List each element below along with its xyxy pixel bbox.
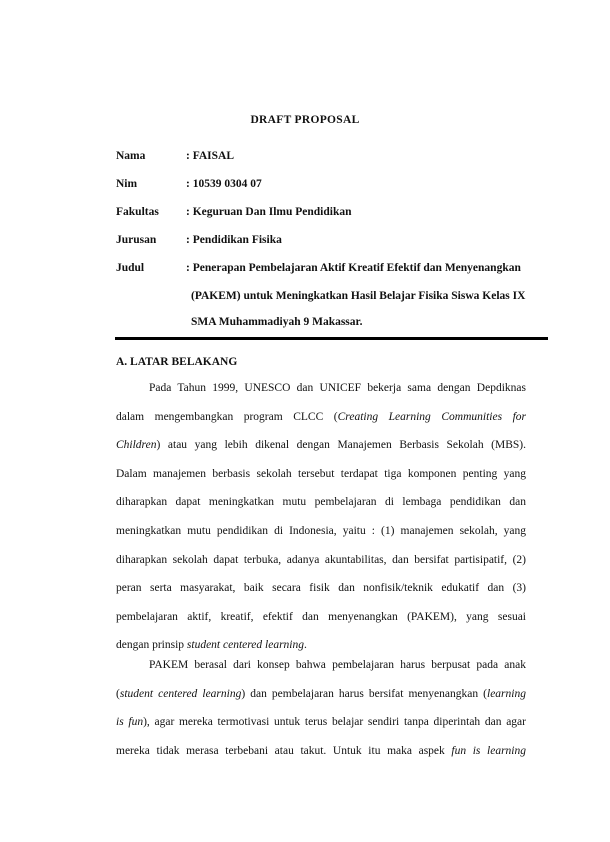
paragraph-1-line: dalam mengembangkan program CLCC (Creating Learning Communities for — [116, 410, 527, 423]
fakultas-value: : Keguruan Dan Ilmu Pendidikan — [186, 206, 352, 218]
judul-value-line2: (PAKEM) untuk Meningkatkan Hasil Belajar Fisika Siswa Kelas IX — [191, 290, 526, 302]
jurusan-label: Jurusan — [116, 234, 157, 246]
paragraph-1-line: Pada Tahun 1999, UNESCO dan UNICEF bekerja sama dengan Depdiknas — [149, 382, 526, 394]
paragraph-2 — [116, 651, 526, 765]
paragraph-2-line: is fun), agar mereka termotivasi untuk terus belajar sendiri tanpa diperintah dan agar — [116, 716, 526, 729]
header-divider — [115, 337, 548, 340]
page-title: DRAFT PROPOSAL — [250, 114, 360, 126]
paragraph-1-line: diharapkan sekolah dapat terbuka, adanya akuntabilitas, dan bersifat partisipatif, (2) — [116, 553, 526, 566]
paragraph-1-line: Children) atau yang lebih dikenal dengan Manajemen Berbasis Sekolah (MBS). — [116, 439, 526, 452]
nama-value: : FAISAL — [186, 150, 235, 162]
fakultas-label: Fakultas — [116, 206, 159, 218]
section-heading: A. LATAR BELAKANG — [116, 356, 238, 368]
paragraph-1-line: meningkatkan mutu pendidikan di Indonesia, yaitu : (1) manajemen sekolah, yang — [116, 524, 526, 537]
nim-label: Nim — [116, 178, 138, 190]
paragraph-1-line: diharapkan dapat meningkatkan mutu pembelajaran di lembaga pendidikan dan — [116, 496, 526, 509]
judul-value-line3: SMA Muhammadiyah 9 Makassar. — [191, 316, 363, 328]
paragraph-2-line: (student centered learning) dan pembelajaran harus bersifat menyenangkan (learning — [116, 687, 526, 700]
paragraph-2-line: PAKEM berasal dari konsep bahwa pembelajaran harus berpusat pada anak — [149, 659, 526, 671]
paragraph-1-line: pembelajaran aktif, kreatif, efektif dan menyenangkan (PAKEM), yang sesuai — [116, 610, 526, 623]
paragraph-1-line: dengan prinsip student centered learning. — [116, 639, 307, 652]
paragraph-1 — [116, 374, 526, 660]
nim-value: : 10539 0304 07 — [186, 178, 262, 190]
nama-label: Nama — [116, 150, 146, 162]
jurusan-value: : Pendidikan Fisika — [186, 234, 282, 246]
judul-value-line1: : Penerapan Pembelajaran Aktif Kreatif Efektif dan Menyenangkan — [186, 262, 521, 274]
paragraph-2-line: mereka tidak merasa terbebani atau takut. Untuk itu maka aspek fun is learning — [116, 744, 526, 757]
judul-label: Judul — [116, 262, 145, 274]
paragraph-1-line: peran serta masyarakat, baik secara fisik dan nonfisik/teknik edukatif dan (3) — [116, 582, 526, 595]
paragraph-1-line: Dalam manajemen berbasis sekolah tersebut terdapat tiga komponen penting yang — [116, 467, 526, 480]
